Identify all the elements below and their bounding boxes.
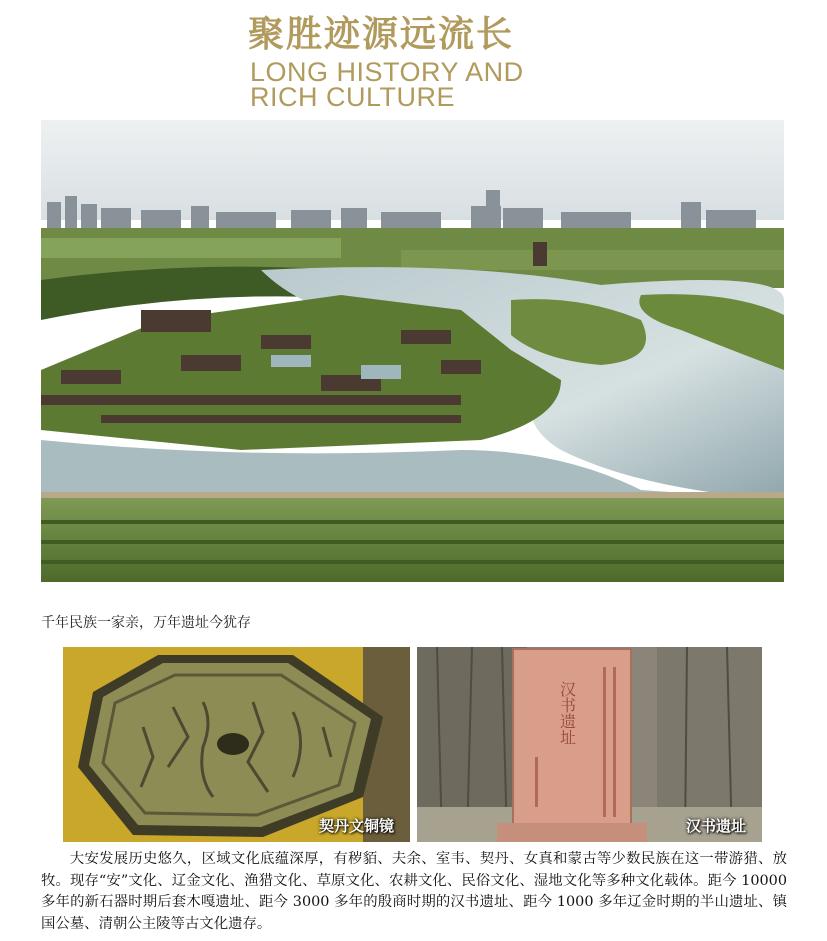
history-paragraph: 大安发展历史悠久，区域文化底蕴深厚，有秽貊、夫余、室韦、契丹、女真和蒙古等少数民族在这一带游猎、放牧。现存“安”文化、辽金文化、渔猎文化、草原文化、农耕文化、民俗文化、湿地文化等多种文化载体。距今 10000 多年的新石器时期后套木嘎遗址、距今 3000 多年的殷商时期的汉书遗址、距今 1000 多年辽金时期的半山遗址、镇国公墓、清朝公主陵等古文化遗存。 <box>41 851 787 932</box>
title-en-line2: RICH CULTURE <box>250 82 456 112</box>
hero-aerial-photo <box>41 120 784 582</box>
page-title-en <box>250 57 524 112</box>
hanshu-site-label: 汉书遗址 <box>685 817 746 835</box>
title-en-line1: LONG HISTORY AND <box>250 57 524 87</box>
stele-inscription: 汉书遗址 <box>557 681 577 745</box>
khitan-bronze-mirror-photo <box>63 647 410 842</box>
hanshu-site-stele-photo <box>417 647 762 842</box>
bronze-mirror-label: 契丹文铜镜 <box>318 817 394 835</box>
photo-caption: 千年民族一家亲，万年遗址今犹存 <box>41 615 251 631</box>
page-title-cn: 聚胜迹源远流长 <box>248 14 515 55</box>
